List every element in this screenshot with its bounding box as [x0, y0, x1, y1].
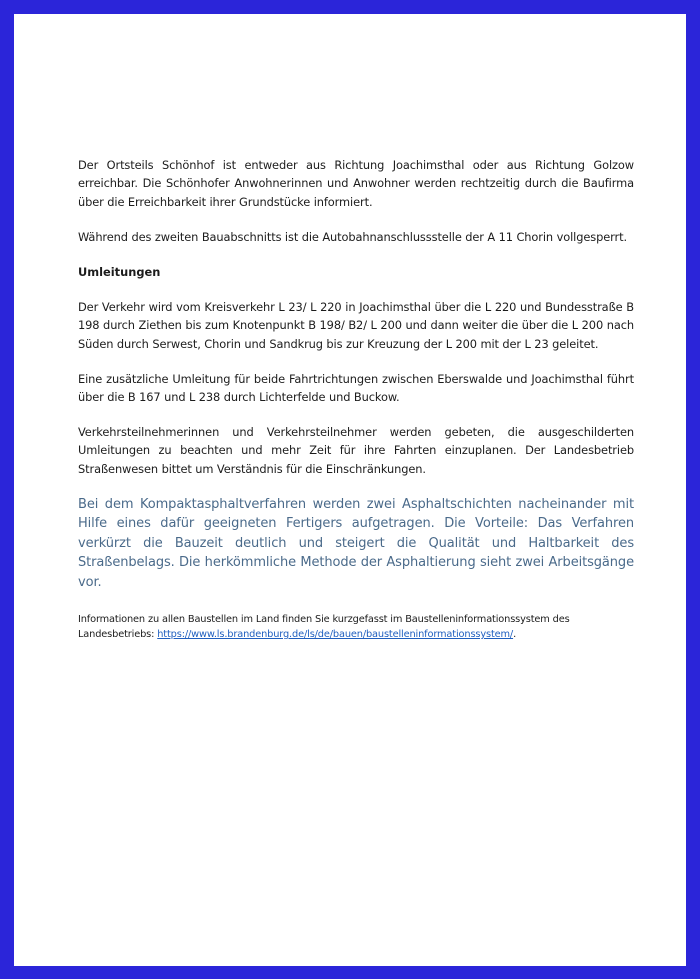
paragraph-additional-detour: Eine zusätzliche Umleitung für beide Fahrtrichtungen zwischen Eberswalde und Joachimsthal führt über die B 167 und L 238 durch Lichterfelde und Buckow.	[78, 371, 634, 405]
paragraph-detour-route: Der Verkehr wird vom Kreisverkehr L 23/ L 220 in Joachimsthal über die L 220 und Bundesstraße B 198 durch Ziethen bis zum Knotenpunkt B 198/ B2/ L 200 und dann weiter die über die L 200 nach Süden durch Serwest, Chorin und Sandkrug bis zur Kreuzung der L 200 mit der L 23 geleitet.	[78, 299, 634, 351]
paragraph-traffic-notice: Verkehrsteilnehmerinnen und Verkehrsteilnehmer werden gebeten, die ausgeschilderten Umleitungen zu beachten und mehr Zeit für ihre Fahrten einzuplanen. Der Landesbetrieb Straßenwesen bittet um Verständnis für die Einschränkungen.	[78, 425, 634, 476]
footer-link[interactable]: https://www.ls.brandenburg.de/ls/de/bauen/baustelleninformationssystem/	[157, 629, 514, 641]
heading-umleitungen: Umleitungen	[78, 264, 161, 279]
footer-info	[78, 612, 634, 642]
paragraph-reachability: Der Ortsteils Schönhof ist entweder aus Richtung Joachimsthal oder aus Richtung Golzow erreichbar. Die Schönhofer Anwohnerinnen und Anwohner werden rechtzeitig durch die Baufirma über die Erreichbarkeit ihrer Grundstücke informiert.	[78, 158, 634, 209]
document-body	[78, 156, 634, 592]
highlight-paragraph-asphalt: Bei dem Kompaktasphaltverfahren werden zwei Asphaltschichten nacheinander mit Hilfe eines dafür geeigneten Fertigers aufgetragen. Die Vorteile: Das Verfahren verkürzt die Bauzeit deutlich und steigert die Qualität und Haltbarkeit des Straßenbelags. Die herkömmliche Methode der Asphaltierung sieht zwei Arbeitsgänge vor.	[78, 496, 634, 590]
footer-text: Informationen zu allen Baustellen im Land finden Sie kurzgefasst im Baustelleninformationssystem des Landesbetriebs:	[78, 614, 570, 641]
paragraph-closure: Während des zweiten Bauabschnitts ist die Autobahnanschlussstelle der A 11 Chorin vollgesperrt.	[78, 229, 627, 244]
footer-suffix: .	[513, 629, 517, 641]
